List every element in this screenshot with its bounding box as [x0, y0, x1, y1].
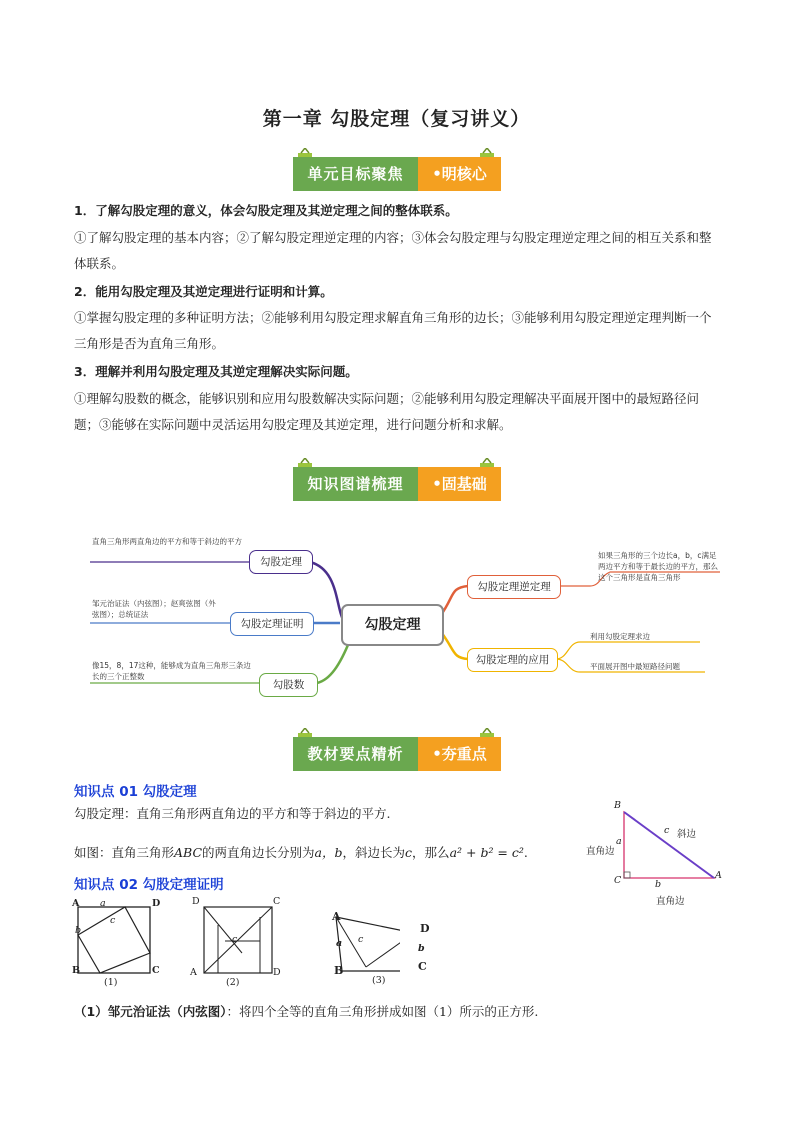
kp1-example-text: 如图：直角三角形 — [74, 845, 175, 860]
section-banner-key-points — [293, 737, 501, 771]
goal-2-body: ①掌握勾股定理的多种证明方法；②能够利用勾股定理求解直角三角形的边长；③能够利用勾股定理逆定理判断一个三角形是否为直角三角形。 — [74, 310, 712, 351]
banner-orange-label: •固基础 — [418, 467, 501, 501]
banner-orange-label: •明核心 — [418, 157, 501, 191]
goal-1-heading: 1．了解勾股定理的意义，体会勾股定理及其逆定理之间的整体联系。 — [74, 203, 458, 218]
kp1-example-c: c — [405, 845, 413, 860]
tri-vertex-c: C — [614, 875, 622, 886]
fig1-vertex-b: B — [72, 965, 81, 976]
section-banner-map — [293, 467, 501, 501]
mindmap-node-converse: 勾股定理逆定理 — [467, 575, 561, 599]
kp2-title: 知识点 02 勾股定理证明 — [74, 877, 224, 893]
fig1-vertex-c: C — [152, 965, 160, 976]
kp1-statement: 勾股定理：直角三角形两直角边的平方和等于斜边的平方. — [74, 806, 391, 821]
fig1-side-a: a — [100, 898, 106, 909]
mindmap-note-apply-1: 利用勾股定理求边 — [590, 632, 650, 641]
tri-leg-label-2: 直角边 — [656, 896, 685, 907]
page-title: 第一章 勾股定理（复习讲义） — [262, 108, 531, 130]
banner-green-label: 教材要点精析 — [293, 737, 418, 771]
fig3-side-b: b — [418, 943, 425, 954]
mindmap-center-node: 勾股定理 — [341, 604, 444, 646]
tri-vertex-b: B — [614, 800, 621, 811]
tri-leg-label-1: 直角边 — [586, 846, 615, 857]
fig3-caption: (3) — [372, 975, 386, 986]
fig3-side-c: c — [358, 934, 364, 945]
kp1-example-abc: ABC — [174, 845, 203, 860]
method1-text: ：将四个全等的直角三角形拼成如图（1）所示的正方形. — [226, 1004, 539, 1019]
fig2-side-c: c — [232, 934, 238, 945]
goal-3-body: ①理解勾股数的概念，能够识别和应用勾股数解决实际问题；②能够利用勾股定理解决平面展开图中的最短路径问题；③能够在实际问题中灵活运用勾股定理及其逆定理，进行问题分析和求解。 — [74, 391, 700, 432]
banner-orange-label: •夯重点 — [418, 737, 501, 771]
kp1-example-text: 的两直角边长分别为 — [202, 845, 315, 860]
fig1-caption: (1) — [104, 977, 118, 988]
tri-side-c: c — [664, 825, 670, 836]
fig1-vertex-d: D — [152, 898, 161, 909]
mindmap-node-numbers: 勾股数 — [259, 673, 318, 697]
fig2-vertex-d2: D — [273, 967, 281, 978]
kp1-title: 知识点 01 勾股定理 — [74, 784, 197, 800]
mindmap-node-theorem: 勾股定理 — [249, 550, 313, 574]
banner-green-label: 知识图谱梳理 — [293, 467, 418, 501]
mindmap-note-apply-2: 平面展开图中最短路径问题 — [590, 662, 680, 671]
goal-3-heading: 3．理解并利用勾股定理及其逆定理解决实际问题。 — [74, 364, 358, 379]
kp1-formula: a² + b² = c² — [449, 845, 524, 860]
goal-1-body: ①了解勾股定理的基本内容；②了解勾股定理逆定理的内容；③体会勾股定理与勾股定理逆定理之间的相互关系和整体联系。 — [74, 230, 712, 271]
kp1-example-ab: a，b — [314, 845, 343, 860]
kp1-example-text: . — [523, 845, 528, 860]
fig1-side-b: b — [75, 925, 82, 936]
fig1-vertex-a: A — [72, 898, 80, 909]
fig3-side-a: a — [336, 938, 343, 949]
fig2-vertex-a: A — [190, 967, 197, 978]
fig2-caption: (2) — [226, 977, 240, 988]
mindmap-note-theorem: 直角三角形两直角边的平方和等于斜边的平方 — [92, 537, 242, 546]
method1-paragraph — [74, 999, 734, 1025]
tri-hyp-label: 斜边 — [677, 829, 697, 840]
kp1-example — [74, 840, 594, 866]
tri-side-b: b — [655, 879, 662, 890]
mindmap-note-numbers: 像15，8，17这种，能够成为直角三角形三条边长的三个正整数 — [92, 661, 251, 681]
tri-vertex-a: A — [715, 870, 722, 881]
section-banner-goals — [293, 157, 501, 191]
mindmap-node-application: 勾股定理的应用 — [467, 648, 558, 672]
fig2-vertex-c: C — [273, 896, 281, 907]
fig3-vertex-c: C — [418, 960, 427, 973]
kp1-example-text: ，斜边长为 — [342, 845, 406, 860]
method1-title: （1）邹元治证法（内弦图） — [74, 1004, 227, 1019]
goal-2-heading: 2．能用勾股定理及其逆定理进行证明和计算。 — [74, 284, 333, 299]
banner-green-label: 单元目标聚焦 — [293, 157, 418, 191]
kp1-example-text: ，那么 — [412, 845, 450, 860]
fig3-vertex-b: B — [334, 964, 344, 977]
fig3-vertex-d: D — [420, 922, 430, 935]
mindmap-node-proof: 勾股定理证明 — [230, 612, 314, 636]
tri-side-a: a — [616, 836, 622, 847]
mindmap-note-proof: 邹元治证法（内弦图）；赵爽弦图（外弦图）；总统证法 — [92, 599, 216, 619]
mindmap-note-converse: 如果三角形的三个边长a，b，c满足两边平方和等于最长边的平方，那么这个三角形是直角三角形 — [598, 551, 718, 582]
fig2-vertex-d: D — [192, 896, 200, 907]
fig1-side-c: c — [110, 915, 116, 926]
fig3-vertex-a: A — [332, 910, 341, 923]
